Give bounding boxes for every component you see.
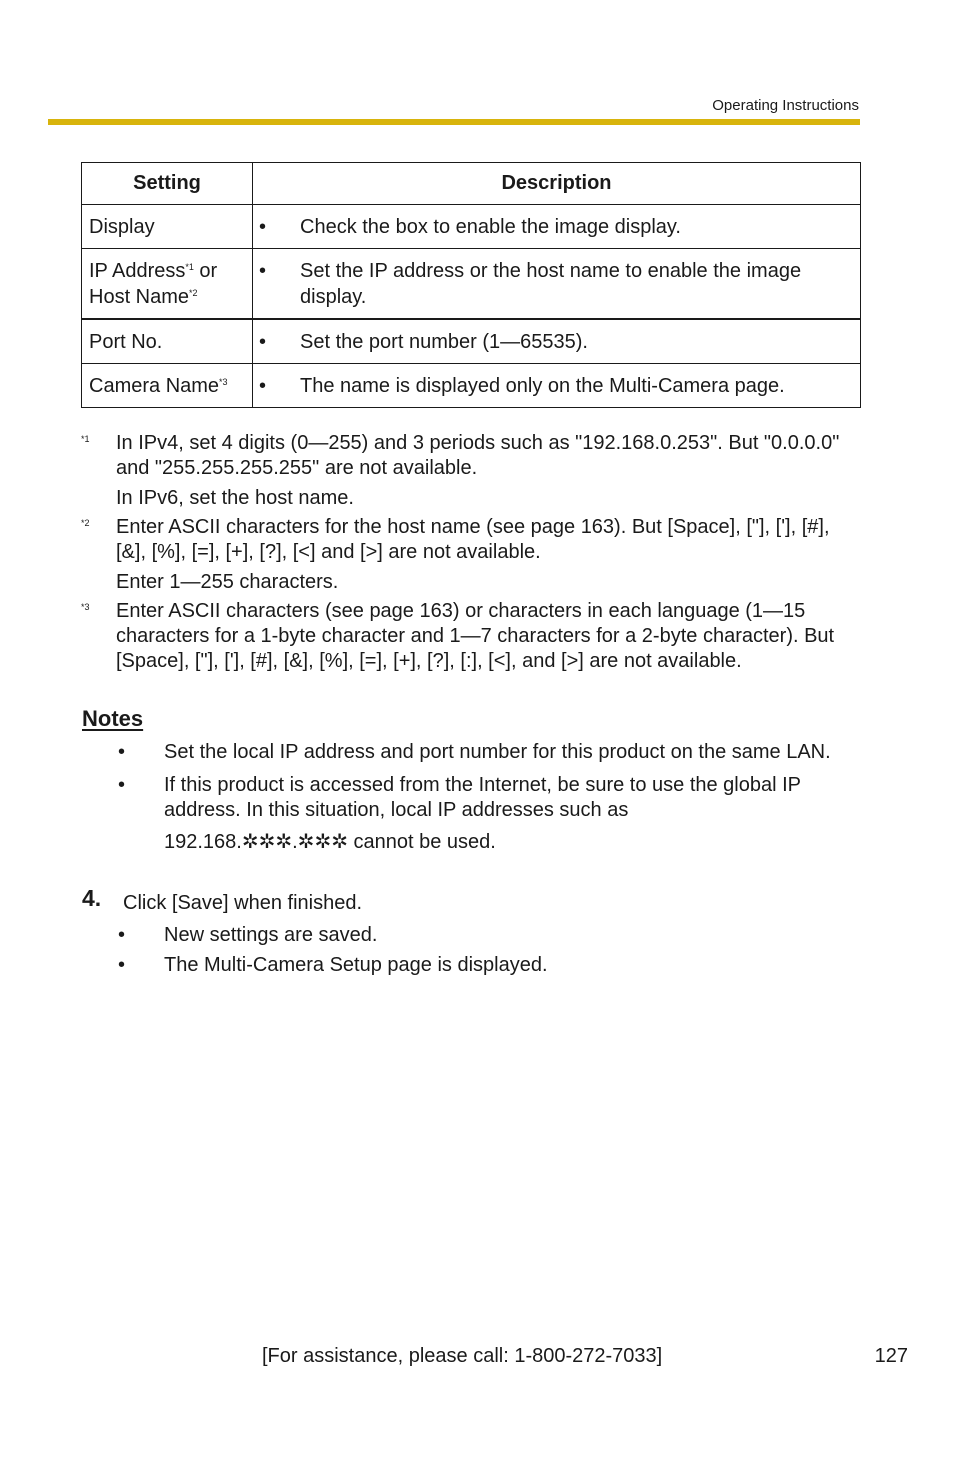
setting-name: Camera Name [89, 375, 220, 397]
list-item [118, 773, 863, 855]
step-result-list [118, 923, 863, 983]
footnote-extra: Enter 1—255 characters. [116, 571, 339, 593]
footnote-mark: *1 [81, 434, 90, 444]
column-header-description: Description [253, 163, 861, 205]
description-cell [253, 319, 861, 364]
note-extra: 192.168.✲✲✲.✲✲✲ cannot be used. [164, 831, 496, 853]
list-item [118, 923, 863, 948]
bullet: • [259, 331, 267, 353]
footnote-1 [81, 431, 861, 511]
notes-heading: Notes [82, 706, 144, 731]
assistance-footer: [For assistance, please call: 1-800-272-7033] [262, 1345, 663, 1367]
list-item [118, 953, 863, 978]
setting-cell [82, 319, 253, 364]
setting-cell [82, 205, 253, 249]
page-number: 127 [874, 1345, 908, 1367]
note-text: Set the local IP address and port number for this product on the same LAN. [164, 741, 831, 763]
setting-name: IP Address [89, 260, 186, 282]
bullet: • [259, 375, 267, 397]
header-rule [48, 119, 860, 125]
setting-name: Port No. [89, 331, 163, 353]
table-row [82, 249, 861, 320]
notes-list [118, 740, 863, 863]
description-cell [253, 364, 861, 408]
setting-cell [82, 249, 253, 320]
setting-cell [82, 364, 253, 408]
step-text: Click [Save] when finished. [123, 892, 363, 914]
bullet: • [118, 954, 126, 976]
footnote-text: In IPv4, set 4 digits (0—255) and 3 periods such as "192.168.0.253". But "0.0.0.0" and "255.255.255.255" are not available. [116, 432, 840, 479]
bullet: • [118, 741, 126, 763]
footnote-ref: *3 [219, 377, 228, 387]
list-item [118, 740, 863, 765]
bullet: • [259, 216, 267, 238]
step-number: 4. [82, 885, 102, 911]
footnote-2 [81, 515, 861, 595]
settings-table [81, 162, 861, 408]
footnote-mark: *2 [81, 518, 90, 528]
footnote-mark: *3 [81, 602, 90, 612]
description-text: Check the box to enable the image display. [300, 216, 681, 238]
footnotes [81, 431, 861, 674]
table-row [82, 319, 861, 364]
note-text: If this product is accessed from the Internet, be sure to use the global IP address. In this situation, local IP addresses such as [164, 774, 801, 821]
description-text: The name is displayed only on the Multi-Camera page. [300, 375, 785, 397]
footnote-text: Enter ASCII characters for the host name (see page 163). But [Space], ["], ['], [#], [&], [%], [=], [+], [?], [<] and [>] are not available. [116, 516, 830, 563]
running-header: Operating Instructions [712, 97, 859, 114]
footnote-ref: *1 [185, 262, 194, 272]
description-text: Set the port number (1—65535). [300, 331, 588, 353]
table-row [82, 205, 861, 249]
footnote-extra: In IPv6, set the host name. [116, 487, 354, 509]
table-row [82, 364, 861, 408]
footnote-3 [81, 599, 861, 674]
table-header-row [82, 163, 861, 205]
bullet: • [118, 924, 126, 946]
setting-name: Display [89, 216, 155, 238]
description-cell [253, 205, 861, 249]
footnote-ref: *2 [189, 288, 198, 298]
bullet: • [259, 260, 267, 282]
result-text: The Multi-Camera Setup page is displayed. [164, 954, 548, 976]
result-text: New settings are saved. [164, 924, 378, 946]
description-cell [253, 249, 861, 320]
column-header-setting: Setting [82, 163, 253, 205]
description-text: Set the IP address or the host name to enable the image display. [300, 260, 802, 308]
bullet: • [118, 774, 126, 796]
footnote-text: Enter ASCII characters (see page 163) or characters in each language (1—15 characters for a 1-byte character and 1—7 characters for a 2-byte character). But [Space], ["], ['], [#], [&], [%], [=], [+], [?], [:], [<], and [>] are not available. [116, 600, 835, 672]
setting-name-continued: or Host Name [89, 260, 218, 308]
